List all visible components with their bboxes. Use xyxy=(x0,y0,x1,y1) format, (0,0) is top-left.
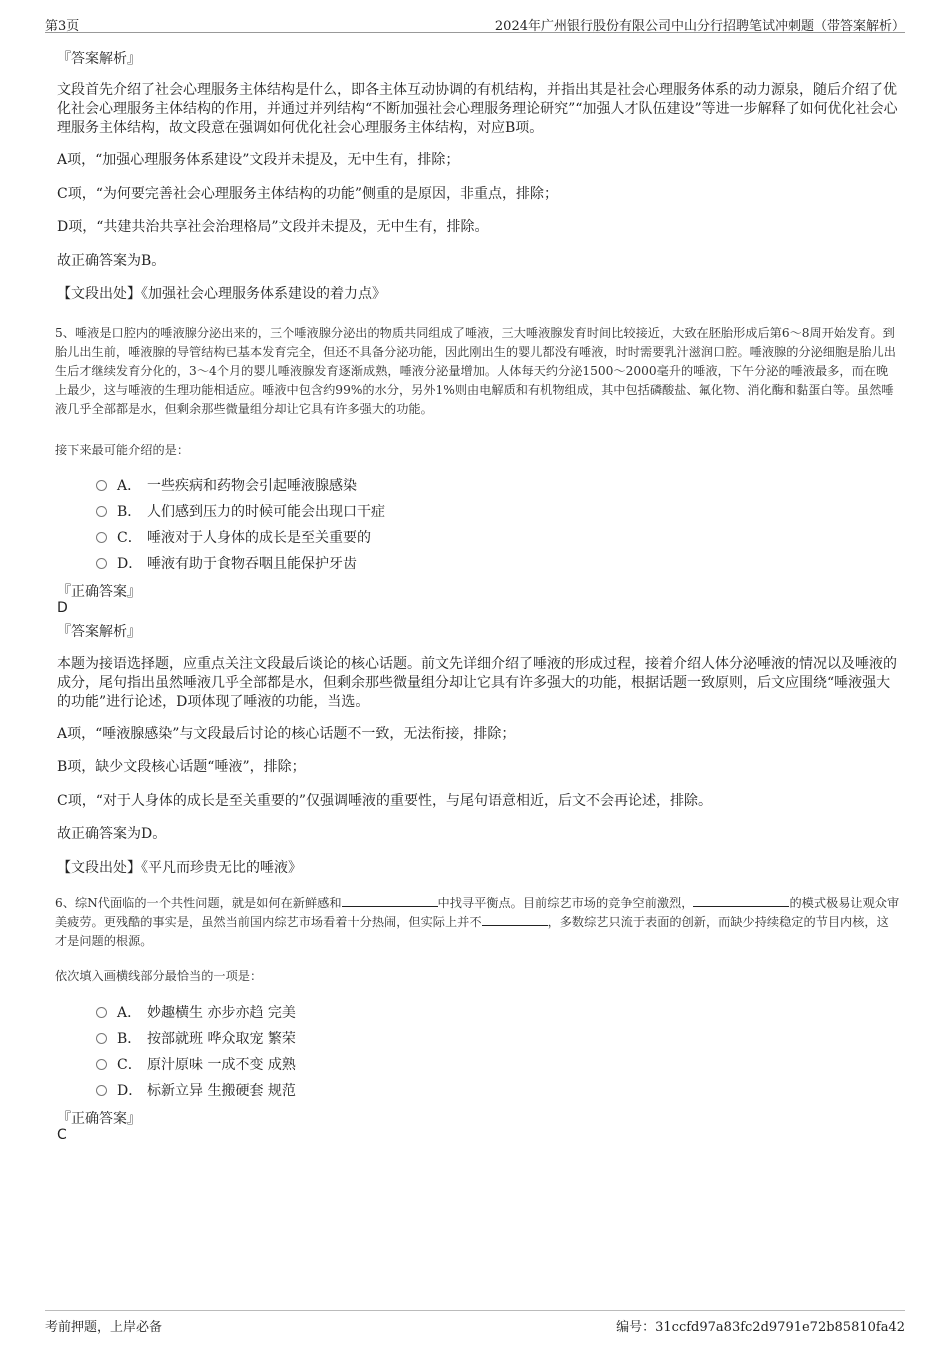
analysis-label: 『答案解析』 xyxy=(57,51,141,67)
question-6-text xyxy=(55,894,900,951)
option-letter: C． xyxy=(117,530,142,546)
radio-icon[interactable] xyxy=(96,1085,107,1096)
option-letter: C． xyxy=(117,1057,142,1073)
question-5-option-a[interactable] xyxy=(96,475,357,495)
radio-icon[interactable] xyxy=(96,1033,107,1044)
correct-answer-label: 『正确答案』 xyxy=(57,1111,141,1127)
correct-answer: D xyxy=(57,600,68,616)
analysis-paragraph: 文段首先介绍了社会心理服务主体结构是什么，即各主体互动协调的有机结构，并指出其是社会心理服务体系的动力源泉，随后介绍了优化社会心理服务主体结构的作用，并通过并列结构“不断加强社会心理服务理论研究”“加强人才队伍建设”等进一步解释了如何优化社会心理服务主体结构，故文段意在强调如何优化社会心理服务主体结构，对应B项。 xyxy=(57,82,898,136)
option-letter: A． xyxy=(117,478,142,494)
question-5-option-d[interactable] xyxy=(96,553,357,573)
footer-slogan: 考前押题，上岸必备 xyxy=(45,1320,163,1335)
analysis-conclusion: 故正确答案为B。 xyxy=(57,253,166,269)
option-text: 一些疾病和药物会引起唾液腺感染 xyxy=(147,478,357,494)
option-text: 妙趣横生 亦步亦趋 完美 xyxy=(147,1005,296,1021)
document-title: 2024年广州银行股份有限公司中山分行招聘笔试冲刺题（带答案解析） xyxy=(494,19,905,34)
question-5-text: 5、唾液是口腔内的唾液腺分泌出来的，三个唾液腺分泌出的物质共同组成了唾液，三大唾液腺发育时间比较接近，大致在胚胎形成后第6～8周开始发育。到胎儿出生前，唾液腺的导管结构已基本发育完全，但还不具备分泌功能，因此刚出生的婴儿都没有唾液，时时需要乳汁滋润口腔。唾液腺的分泌细胞是胎儿出生后才继续发育分化的，3～4个月的婴儿唾液腺发育逐渐成熟，唾液分泌量增加。人体每天约分泌1500～2000毫升的唾液，下午分泌的唾液最多，而在晚上最少，这与唾液的生理功能相适应。唾液中包含约99%的水分，另外1%则由电解质和有机物组成，其中包括磷酸盐、氟化物、消化酶和黏蛋白等。虽然唾液几乎全部都是水，但剩余那些微量组分却让它具有许多强大的功能。 xyxy=(55,326,896,416)
source-citation: 【文段出处】《加强社会心理服务体系建设的着力点》 xyxy=(57,286,386,302)
option-text: 唾液有助于食物吞咽且能保护牙齿 xyxy=(147,556,357,572)
radio-icon[interactable] xyxy=(96,1059,107,1070)
question-6-option-a[interactable] xyxy=(96,1002,296,1022)
radio-icon[interactable] xyxy=(96,506,107,517)
fill-blank-2[interactable] xyxy=(693,894,789,907)
option-text: 标新立异 生搬硬套 规范 xyxy=(147,1083,296,1099)
question-5-option-b[interactable] xyxy=(96,501,385,521)
correct-answer: C xyxy=(57,1127,67,1143)
option-letter: B． xyxy=(117,504,142,520)
question-5-option-c[interactable] xyxy=(96,527,371,547)
question-6-part-2: 中找寻平衡点。目前综艺市场的竞争空前激烈， xyxy=(437,896,694,910)
option-text: 原汁原味 一成不变 成熟 xyxy=(147,1057,296,1073)
question-6-option-d[interactable] xyxy=(96,1080,296,1100)
question-6-option-b[interactable] xyxy=(96,1028,296,1048)
page-number: 第3页 xyxy=(45,19,80,34)
document-code: 编号：31ccfd97a83fc2d9791e72b85810fa42 xyxy=(616,1320,905,1335)
question-6-prompt: 依次填入画横线部分最恰当的一项是： xyxy=(55,969,263,983)
analysis-option-c: C项，“为何要完善社会心理服务主体结构的功能”侧重的是原因，非重点，排除； xyxy=(57,186,559,202)
fill-blank-1[interactable] xyxy=(342,894,438,907)
question-6-part-3: 的模式极易让观众审美疲劳。更残酷的事实是，虽然当前国内综艺市场看着十分热闹，但实际上并不 xyxy=(55,896,900,929)
radio-icon[interactable] xyxy=(96,532,107,543)
analysis-conclusion: 故正确答案为D。 xyxy=(57,826,167,842)
option-letter: D． xyxy=(117,556,143,572)
analysis-option-a: A项，“唾液腺感染”与文段最后讨论的核心话题不一致，无法衔接，排除； xyxy=(57,726,516,742)
correct-answer-label: 『正确答案』 xyxy=(57,584,141,600)
page-header xyxy=(45,12,905,33)
source-citation: 【文段出处】《平凡而珍贵无比的唾液》 xyxy=(57,860,302,876)
radio-icon[interactable] xyxy=(96,1007,107,1018)
page-footer xyxy=(45,1310,905,1335)
analysis-option-d: D项，“共建共治共享社会治理格局”文段并未提及，无中生有，排除。 xyxy=(57,219,489,235)
radio-icon[interactable] xyxy=(96,558,107,569)
option-letter: D． xyxy=(117,1083,143,1099)
question-6-option-c[interactable] xyxy=(96,1054,296,1074)
analysis-label: 『答案解析』 xyxy=(57,624,141,640)
fill-blank-3[interactable] xyxy=(482,913,548,926)
question-5-prompt: 接下来最可能介绍的是： xyxy=(55,443,190,457)
analysis-paragraph: 本题为接语选择题，应重点关注文段最后谈论的核心话题。前文先详细介绍了唾液的形成过程，接着介绍人体分泌唾液的情况以及唾液的成分，尾句指出虽然唾液几乎全部都是水，但剩余那些微量组分却让它具有许多强大的功能，根据话题一致原则，后文应围绕“唾液强大的功能”进行论述，D项体现了唾液的功能，当选。 xyxy=(57,656,897,710)
option-text: 唾液对于人身体的成长是至关重要的 xyxy=(147,530,371,546)
analysis-option-c: C项，“对于人身体的成长是至关重要的”仅强调唾液的重要性，与尾句语意相近，后文不会再论述，排除。 xyxy=(57,793,713,809)
analysis-option-b: B项，缺少文段核心话题“唾液”，排除； xyxy=(57,759,306,775)
radio-icon[interactable] xyxy=(96,480,107,491)
option-text: 人们感到压力的时候可能会出现口干症 xyxy=(147,504,385,520)
question-6-part-4: ，多数综艺只流于表面的创新，而缺少持续稳定的节目内核，这才是问题的根源。 xyxy=(55,915,889,948)
option-letter: B． xyxy=(117,1031,142,1047)
option-text: 按部就班 哗众取宠 繁荣 xyxy=(147,1031,296,1047)
analysis-option-a: A项，“加强心理服务体系建设”文段并未提及，无中生有，排除； xyxy=(57,152,460,168)
question-6-part-1: 6、综N代面临的一个共性问题，就是如何在新鲜感和 xyxy=(55,896,342,910)
option-letter: A． xyxy=(117,1005,142,1021)
